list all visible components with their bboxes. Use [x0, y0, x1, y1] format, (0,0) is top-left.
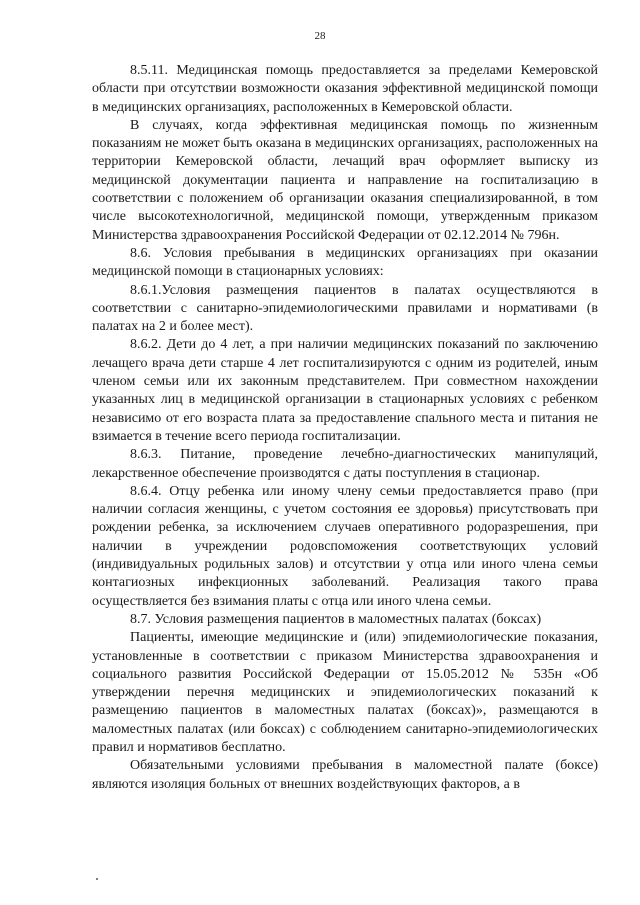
paragraph-patients: Пациенты, имеющие медицинские и (или) эпидемиологические показания, установленные в соответствии с приказом Министерства здравоохранения и социального развития Российской Федерации от 15.05.2012 № 535н «Об утверждении перечня медицинских и эпидемиологических показаний к размещению пациентов в маломестных палатах (боксах)», размещаются в маломестных палатах (или боксах) с соблюдением санитарно-эпидемиологических правил и нормативов бесплатно. [92, 630, 598, 755]
document-body [92, 62, 598, 794]
paragraph-8-5-11: 8.5.11. Медицинская помощь предоставляется за пределами Кемеровской области при отсутствии возможности оказания эффективной медицинской помощи в медицинских организациях, расположенных в Кемеровской области. [92, 63, 598, 115]
paragraph-8-7: 8.7. Условия размещения пациентов в маломестных палатах (боксах) [130, 611, 542, 627]
scan-speck [96, 878, 98, 880]
paragraph-8-6-2: 8.6.2. Дети до 4 лет, а при наличии медицинских показаний по заключению лечащего врача дети старше 4 лет госпитализируются с одним из родителей, иным членом семьи или их законным представителем. При совместном нахождении указанных лиц в медицинской организации в стационарных условиях с ребенком независимо от его возраста плата за предоставление спального места и питания не взимается в течение всего периода госпитализации. [92, 337, 598, 444]
paragraph-effective-care: В случаях, когда эффективная медицинская помощь по жизненным показаниям не может быть оказана в медицинских организациях, расположенных на территории Кемеровской области, лечащий врач оформляет выписку из медицинской документации пациента и направление на госпитализацию в соответствии с положением об организации оказания специализированной, в том числе высокотехнологичной, медицинской помощи, утвержденным приказом Министерства здравоохранения Российской Федерации от 02.12.2014 № 796н. [92, 117, 598, 243]
paragraph-8-6: 8.6. Условия пребывания в медицинских организациях при оказании медицинской помощи в стационарных условиях: [92, 245, 598, 280]
paragraph-8-6-3: 8.6.3. Питание, проведение лечебно-диагностических манипуляций, лекарственное обеспечение производятся с даты поступления в стационар. [92, 447, 598, 481]
paragraph-8-6-1: 8.6.1.Условия размещения пациентов в палатах осуществляются в соответствии с санитарно-эпидемиологическими правилами и нормативами (в палатах на 2 и более мест). [92, 282, 598, 335]
paragraph-conditions: Обязательными условиями пребывания в маломестной палате (боксе) являются изоляция больных от внешних воздействующих факторов, а в [92, 758, 598, 792]
page-number: 28 [314, 30, 326, 42]
paragraph-8-6-4: 8.6.4. Отцу ребенка или иному члену семьи предоставляется право (при наличии согласия женщины, с учетом состояния ее здоровья) присутствовать при рождении ребенка, за исключением случаев оперативного родоразрешения, при наличии в учреждении родовспоможения соответствующих условий (индивидуальных родильных залов) и отсутствии у отца или иного члена семьи контагиозных инфекционных заболеваний. Реализация такого права осуществляется без взимания платы с отца или иного члена семьи. [92, 483, 598, 609]
